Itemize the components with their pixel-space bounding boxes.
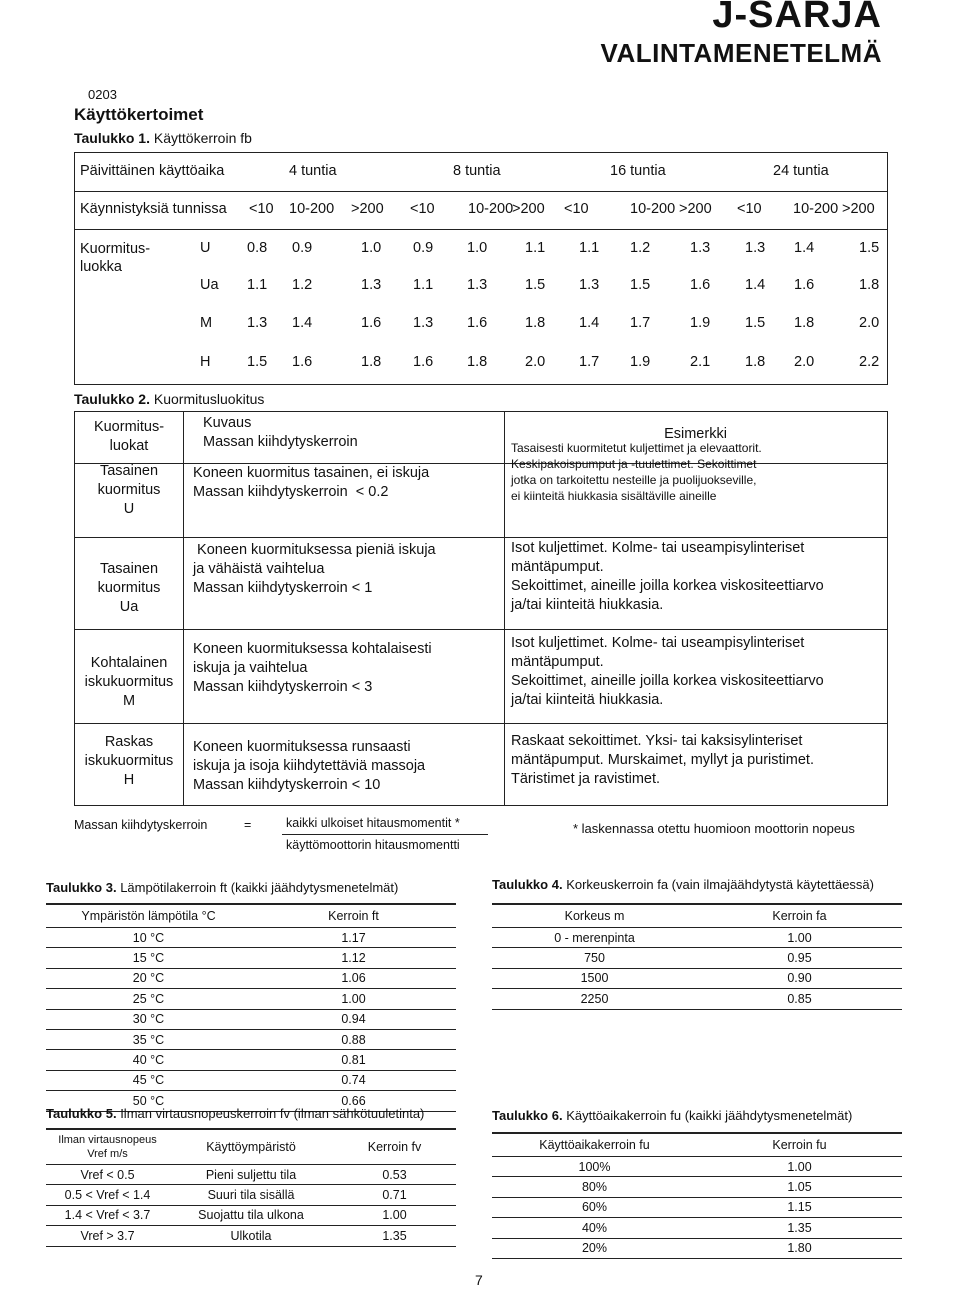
factor-cell: 1.6 [413, 354, 434, 370]
load-example: Raskaat sekoittimet. Yksi- tai kaksisylinteriset mäntäpumput. Murskaimet, myllyt ja puristimet. Täristimet ja ravistimet. [511, 733, 814, 787]
row-divider [75, 629, 887, 630]
table-cell: 0.88 [251, 1029, 456, 1049]
table3-caption [46, 880, 398, 895]
table5-air-velocity [46, 1128, 456, 1247]
starts-cell: 10-200 [289, 201, 335, 217]
load-example: Isot kuljettimet. Kolme- tai useampisylinteriset mäntäpumput. Sekoittimet, aineille joilla korkea viskositeettiarvo ja/tai kiinteitä hiukkasia. [511, 540, 824, 613]
table-cell: 45 °C [46, 1070, 251, 1090]
table-row [46, 948, 456, 968]
table-row [46, 1185, 456, 1205]
factor-cell: 1.1 [579, 240, 600, 256]
factor-cell: 1.4 [579, 315, 600, 331]
load-class-code: H [200, 354, 211, 370]
table4-caption [492, 877, 874, 892]
table-cell: 80% [492, 1177, 697, 1197]
table-cell: 20% [492, 1238, 697, 1258]
load-example: Tasaisesti kuormitetut kuljettimet ja elevaattorit. Keskipakoispumput ja -tuulettimet. Sekoittimet jotka on tarkoitettu nesteille ja puolijuokseville, ei kiinteitä hiukkasia sisältäville aineille [511, 441, 762, 503]
table-header-cell: Käyttöympäristö [169, 1129, 333, 1165]
table-cell: 1.00 [251, 989, 456, 1009]
table-cell: 40% [492, 1218, 697, 1238]
hours-4: 4 tuntia [289, 163, 337, 179]
load-class-code: M [200, 315, 213, 331]
table1-hours-row [75, 153, 887, 192]
table2-caption [74, 391, 264, 407]
starts-label: Käynnistyksiä tunnissa [80, 201, 227, 217]
column-divider [183, 412, 184, 805]
table-header-row [46, 904, 456, 928]
factor-cell: 1.3 [745, 240, 766, 256]
factor-cell: 2.2 [859, 354, 880, 370]
table-cell: 1.12 [251, 948, 456, 968]
factor-cell: 1.0 [467, 240, 488, 256]
table-header-cell: Korkeus m [492, 904, 697, 928]
factor-cell: 1.4 [745, 277, 766, 293]
load-class-code: Ua [200, 277, 219, 293]
factor-cell: 1.7 [630, 315, 651, 331]
usage-label: Päivittäinen käyttöaika [80, 163, 225, 179]
table-cell: 40 °C [46, 1050, 251, 1070]
section-title: Käyttökertoimet [74, 105, 204, 124]
table-cell: 1500 [492, 968, 697, 988]
load-class-name: Kohtalainen iskukuormitus M [84, 655, 174, 709]
table-header-cell: Ympäristön lämpötila °C [46, 904, 251, 928]
table-row [46, 1165, 456, 1185]
factor-cell: 1.9 [630, 354, 651, 370]
table-cell: Suuri tila sisällä [169, 1185, 333, 1205]
table-header-row [492, 1133, 902, 1157]
table5-caption-text: Ilman virtausnopeuskerroin fv (ilman sähkötuuletinta) [120, 1106, 425, 1121]
starts-cell: <10 [564, 201, 589, 217]
factor-cell: 1.1 [525, 240, 546, 256]
table-cell: 15 °C [46, 948, 251, 968]
table-cell: 0.95 [697, 948, 902, 968]
factor-cell: 1.8 [525, 315, 546, 331]
table-cell: 0.90 [697, 968, 902, 988]
table-cell: 1.00 [697, 928, 902, 948]
factor-cell: 1.4 [794, 240, 815, 256]
table-cell: 1.05 [697, 1177, 902, 1197]
factor-cell: 2.1 [690, 354, 711, 370]
load-description: Koneen kuormituksessa runsaasti iskuja ja isoja kiihdytettäviä massoja Massan kiihdytyskerroin < 10 [193, 739, 426, 793]
fraction-line [282, 834, 488, 835]
starts-cell: 10-200 [468, 201, 514, 217]
table-row [492, 1238, 902, 1258]
table-cell: 0 - merenpinta [492, 928, 697, 948]
factor-cell: 1.8 [361, 354, 382, 370]
table-cell: 0.74 [251, 1070, 456, 1090]
table-cell: 1.4 < Vref < 3.7 [46, 1205, 169, 1225]
table2-load-classes [74, 411, 888, 806]
factor-cell: 1.1 [247, 277, 268, 293]
table-row [46, 928, 456, 948]
col-head-description: Kuvaus Massan kiihdytyskerroin [203, 415, 358, 450]
table-header-cell: Kerroin ft [251, 904, 456, 928]
table-row [492, 1177, 902, 1197]
factor-cell: 1.4 [292, 315, 313, 331]
table1-starts-row [75, 191, 887, 230]
factor-cell: 1.3 [579, 277, 600, 293]
load-class-name: Tasainen kuormitus Ua [97, 561, 161, 615]
load-description: Koneen kuormituksessa pieniä iskuja ja vähäistä vaihtelua Massan kiihdytyskerroin < 1 [193, 542, 436, 596]
factor-cell: 0.8 [247, 240, 268, 256]
factor-cell: 1.5 [859, 240, 880, 256]
factor-cell: 1.8 [859, 277, 880, 293]
table-cell: 1.00 [333, 1205, 456, 1225]
load-class-name: Tasainen kuormitus U [97, 463, 161, 517]
page-number: 7 [475, 1272, 483, 1288]
table-cell: 60% [492, 1197, 697, 1217]
factor-cell: 1.5 [247, 354, 268, 370]
factor-cell: 2.0 [525, 354, 546, 370]
factor-cell: 1.5 [745, 315, 766, 331]
load-class-name: Raskas iskukuormitus H [84, 734, 174, 788]
table-cell: 750 [492, 948, 697, 968]
factor-cell: 1.5 [525, 277, 546, 293]
factor-cell: 1.7 [579, 354, 600, 370]
table-cell: 10 °C [46, 928, 251, 948]
table1-caption [74, 130, 252, 146]
factor-cell: 1.2 [630, 240, 651, 256]
table-cell: Pieni suljettu tila [169, 1165, 333, 1185]
load-description: Koneen kuormituksessa kohtalaisesti iskuja ja vaihtelua Massan kiihdytyskerroin < 3 [193, 641, 432, 695]
factor-cell: 1.6 [794, 277, 815, 293]
table-row [46, 1050, 456, 1070]
table-cell: 1.06 [251, 968, 456, 988]
table-cell: 1.15 [697, 1197, 902, 1217]
starts-cell: >200 [679, 201, 712, 217]
table3-temperature [46, 903, 456, 1112]
table-cell: 1.35 [333, 1226, 456, 1246]
factor-cell: 1.8 [794, 315, 815, 331]
load-class-label: Kuormitus- luokka [80, 241, 151, 275]
table-cell: 0.53 [333, 1165, 456, 1185]
table4-caption-number: Taulukko 4. [492, 877, 563, 892]
factor-cell: 1.0 [361, 240, 382, 256]
table-row [46, 1029, 456, 1049]
starts-cell: 10-200 [630, 201, 676, 217]
factor-cell: 0.9 [413, 240, 434, 256]
table-cell: 1.80 [697, 1238, 902, 1258]
table-header-cell: Kerroin fa [697, 904, 902, 928]
col-head-class: Kuormitus- luokat [93, 419, 165, 454]
table4-altitude [492, 903, 902, 1010]
table-row [46, 1070, 456, 1090]
row-divider [75, 537, 887, 538]
load-example: Isot kuljettimet. Kolme- tai useampisylinteriset mäntäpumput. Sekoittimet, aineille joilla korkea viskositeettiarvo ja/tai kiinteitä hiukkasia. [511, 635, 824, 708]
table-cell: 1.00 [697, 1157, 902, 1177]
table-cell: 20 °C [46, 968, 251, 988]
table5-caption [46, 1106, 424, 1121]
factor-cell: 1.3 [413, 315, 434, 331]
factor-cell: 1.3 [361, 277, 382, 293]
starts-cell: <10 [410, 201, 435, 217]
table-cell: 50 °C [46, 1091, 251, 1111]
table-cell: 1.35 [697, 1218, 902, 1238]
table-header-cell: Käyttöaikakerroin fu [492, 1133, 697, 1157]
table-cell: Suojattu tila ulkona [169, 1205, 333, 1225]
starts-cell: >200 [842, 201, 875, 217]
table-header-row [46, 1129, 456, 1165]
table-row [492, 948, 902, 968]
table-row [46, 968, 456, 988]
table-header-row [492, 904, 902, 928]
starts-cell: >200 [351, 201, 384, 217]
table-header-cell: Kerroin fu [697, 1133, 902, 1157]
table-cell: 0.66 [251, 1091, 456, 1111]
factor-cell: 1.2 [292, 277, 313, 293]
table-header-cell: Kerroin fv [333, 1129, 456, 1165]
table-cell: Vref > 3.7 [46, 1226, 169, 1246]
table-row [492, 1157, 902, 1177]
table-row [492, 1218, 902, 1238]
factor-cell: 1.6 [690, 277, 711, 293]
table-cell: Ulkotila [169, 1226, 333, 1246]
factor-cell: 1.8 [467, 354, 488, 370]
factor-cell: 1.6 [361, 315, 382, 331]
hours-16: 16 tuntia [610, 163, 666, 179]
formula-equals: = [244, 818, 252, 832]
table-row [46, 1226, 456, 1246]
table-cell: 25 °C [46, 989, 251, 1009]
table-cell: 0.71 [333, 1185, 456, 1205]
brand-subtitle: VALINTAMENETELMÄ [600, 38, 882, 68]
table3-caption-text: Lämpötilakerroin ft (kaikki jäähdytysmenetelmät) [120, 880, 399, 895]
table-cell: 35 °C [46, 1029, 251, 1049]
load-class-code: U [200, 240, 211, 256]
formula-numerator: kaikki ulkoiset hitausmomentit * [286, 816, 460, 830]
table2-caption-text: Kuormitusluokitus [153, 391, 265, 407]
table-cell: 0.94 [251, 1009, 456, 1029]
table-cell: 0.85 [697, 989, 902, 1009]
table-cell: 2250 [492, 989, 697, 1009]
table6-caption [492, 1108, 852, 1123]
factor-cell: 1.6 [292, 354, 313, 370]
table-row [492, 928, 902, 948]
factor-cell: 1.3 [690, 240, 711, 256]
starts-cell: <10 [249, 201, 274, 217]
table-header-cell: Ilman virtausnopeus Vref m/s [46, 1129, 169, 1165]
table4-caption-text: Korkeuskerroin fa (vain ilmajäähdytystä käytettäessä) [566, 877, 874, 892]
col-head-example: Esimerkki [664, 426, 727, 442]
formula-lhs: Massan kiihdytyskerroin [74, 818, 208, 832]
table1-caption-number: Taulukko 1. [74, 130, 150, 146]
factor-cell: 1.5 [630, 277, 651, 293]
starts-cell: <10 [737, 201, 762, 217]
table-row [46, 1009, 456, 1029]
factor-cell: 1.1 [413, 277, 434, 293]
row-divider [75, 723, 887, 724]
table-cell: 0.5 < Vref < 1.4 [46, 1185, 169, 1205]
table-row [46, 1205, 456, 1225]
table2-caption-number: Taulukko 2. [74, 391, 150, 407]
table-cell: 100% [492, 1157, 697, 1177]
table-cell: 0.81 [251, 1050, 456, 1070]
factor-cell: 1.9 [690, 315, 711, 331]
starts-cell: 10-200 [793, 201, 839, 217]
formula-note: * laskennassa otettu huomioon moottorin nopeus [573, 821, 855, 836]
table6-caption-text: Käyttöaikakerroin fu (kaikki jäähdytysmenetelmät) [566, 1108, 853, 1123]
table-row [492, 1197, 902, 1217]
table-cell: 1.17 [251, 928, 456, 948]
table3-caption-number: Taulukko 3. [46, 880, 117, 895]
formula-denominator: käyttömoottorin hitausmomentti [286, 838, 460, 852]
column-divider [504, 412, 505, 805]
table6-caption-number: Taulukko 6. [492, 1108, 563, 1123]
table1-caption-text: Käyttökerroin fb [153, 130, 252, 146]
table-row [492, 968, 902, 988]
document-code: 0203 [88, 87, 117, 102]
factor-cell: 2.0 [859, 315, 880, 331]
starts-cell: >200 [512, 201, 545, 217]
hours-24: 24 tuntia [773, 163, 829, 179]
factor-cell: 0.9 [292, 240, 313, 256]
table5-caption-number: Taulukko 5. [46, 1106, 117, 1121]
load-description: Koneen kuormitus tasainen, ei iskuja Massan kiihdytyskerroin < 0.2 [193, 465, 430, 500]
factor-cell: 1.3 [467, 277, 488, 293]
brand-title: J-SARJA [712, 0, 882, 36]
table-row [492, 989, 902, 1009]
table1-usage-factor [74, 152, 888, 385]
factor-cell: 1.6 [467, 315, 488, 331]
factor-cell: 2.0 [794, 354, 815, 370]
hours-8: 8 tuntia [453, 163, 501, 179]
factor-cell: 1.8 [745, 354, 766, 370]
table-cell: 30 °C [46, 1009, 251, 1029]
table-row [46, 989, 456, 1009]
table-cell: Vref < 0.5 [46, 1165, 169, 1185]
table6-duty-time [492, 1132, 902, 1259]
factor-cell: 1.3 [247, 315, 268, 331]
